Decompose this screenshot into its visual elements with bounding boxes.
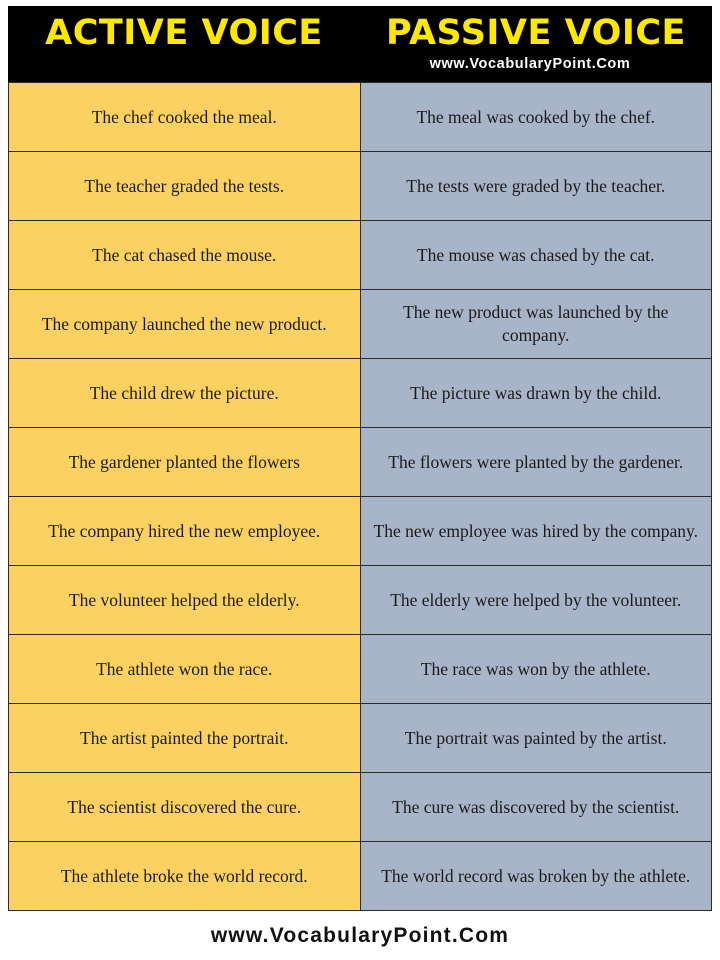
active-cell: The scientist discovered the cure. [9,773,361,842]
passive-cell: The new employee was hired by the company. [360,497,712,566]
active-cell: The teacher graded the tests. [9,152,361,221]
table-row [9,773,712,842]
table-row [9,842,712,911]
header-title-row [8,6,712,54]
table-row [9,221,712,290]
voice-examples-table [8,82,712,911]
active-cell: The gardener planted the flowers [9,428,361,497]
passive-cell: The picture was drawn by the child. [360,359,712,428]
passive-cell: The meal was cooked by the chef. [360,83,712,152]
active-cell: The artist painted the portrait. [9,704,361,773]
table-row [9,566,712,635]
active-cell: The volunteer helped the elderly. [9,566,361,635]
table-row [9,290,712,359]
active-cell: The child drew the picture. [9,359,361,428]
page-header [8,6,712,82]
active-cell: The company launched the new product. [9,290,361,359]
passive-cell: The cure was discovered by the scientist. [360,773,712,842]
table-row [9,428,712,497]
active-cell: The chef cooked the meal. [9,83,361,152]
table-row [9,704,712,773]
table-body [9,83,712,911]
passive-cell: The portrait was painted by the artist. [360,704,712,773]
table-row [9,497,712,566]
table-row [9,635,712,704]
passive-cell: The elderly were helped by the volunteer. [360,566,712,635]
table-row [9,359,712,428]
passive-cell: The new product was launched by the company. [360,290,712,359]
active-cell: The athlete broke the world record. [9,842,361,911]
passive-cell: The mouse was chased by the cat. [360,221,712,290]
active-cell: The cat chased the mouse. [9,221,361,290]
passive-cell: The tests were graded by the teacher. [360,152,712,221]
passive-cell: The world record was broken by the athlete. [360,842,712,911]
active-cell: The athlete won the race. [9,635,361,704]
footer-website-label: www.VocabularyPoint.Com [210,924,510,947]
passive-cell: The flowers were planted by the gardener. [360,428,712,497]
table-row [9,152,712,221]
active-cell: The company hired the new employee. [9,497,361,566]
active-voice-heading: ACTIVE VOICE [45,13,323,53]
table-row [9,83,712,152]
passive-voice-heading: PASSIVE VOICE [386,13,686,53]
header-website-label: www.VocabularyPoint.Com [429,56,631,72]
passive-cell: The race was won by the athlete. [360,635,712,704]
